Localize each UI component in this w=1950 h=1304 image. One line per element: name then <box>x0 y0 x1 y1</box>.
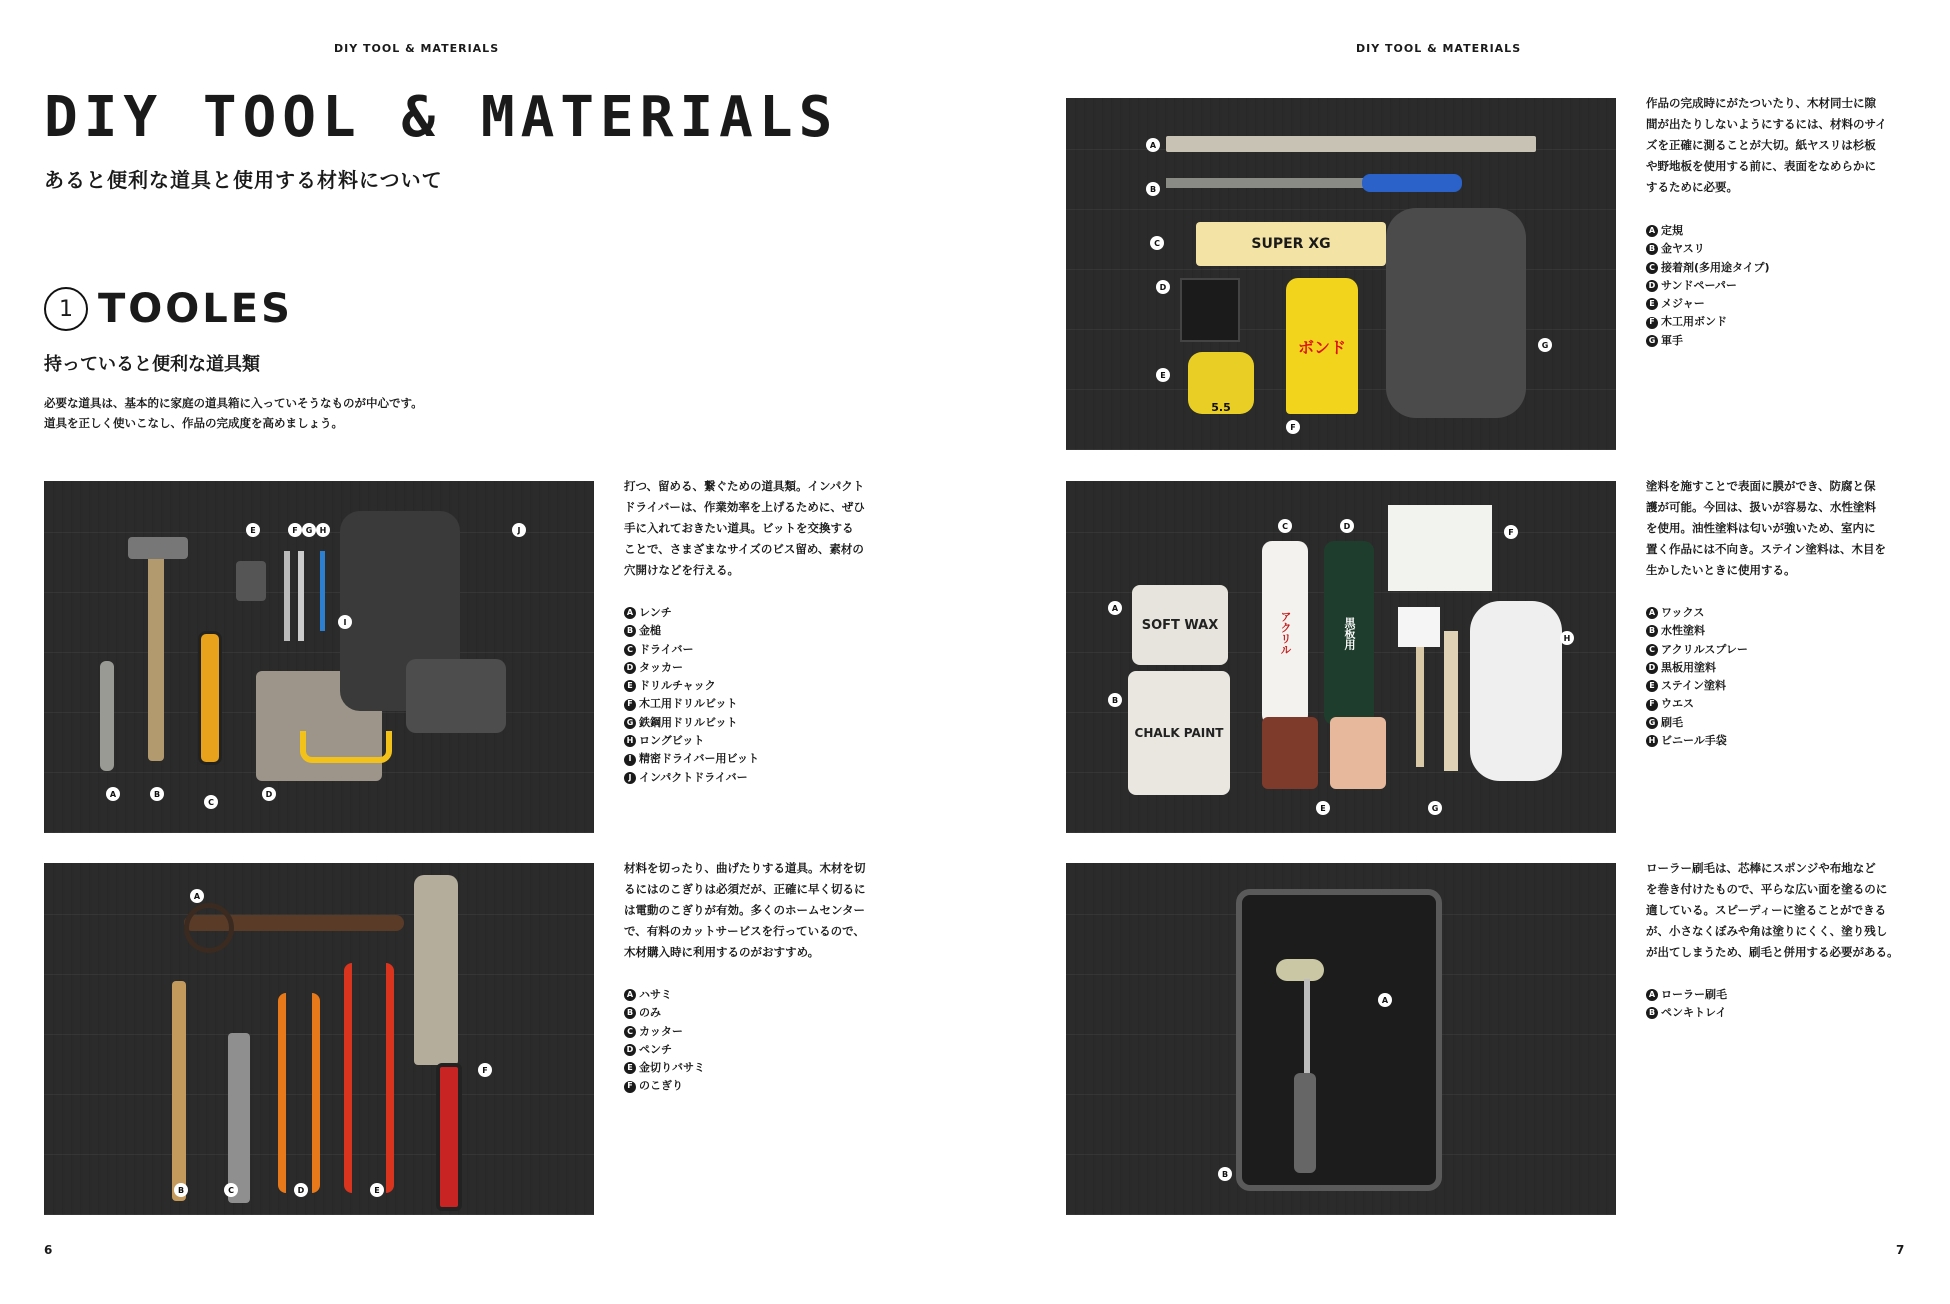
list-item: F ウエス <box>1646 695 1748 713</box>
list-item: I 精密ドライバー用ビット <box>624 750 759 768</box>
photo-tag: A <box>1146 138 1160 152</box>
list-item: D タッカー <box>624 659 759 677</box>
desc-line: や野地板を使用する前に、表面をなめらかに <box>1646 159 1876 173</box>
list-item: C ドライバー <box>624 641 759 659</box>
photo-tag: F <box>478 1063 492 1077</box>
photo-tag: F <box>1504 525 1518 539</box>
wood-bond-shape: ボンド <box>1286 278 1358 414</box>
right-block3-description <box>1646 858 1916 963</box>
photo-tag: G <box>302 523 316 537</box>
list-item: H ロングビット <box>624 732 759 750</box>
desc-line: が、小さなくぼみや角は塗りにくく、塗り残し <box>1646 924 1888 938</box>
list-item: B 金ヤスリ <box>1646 240 1770 258</box>
cutting-tools-photo <box>44 863 594 1215</box>
page-number-right: 7 <box>1896 1243 1905 1257</box>
desc-line: するために必要。 <box>1646 180 1738 194</box>
desc-line: ローラー刷毛は、芯棒にスポンジや布地など <box>1646 861 1876 875</box>
drill-chuck-shape <box>236 561 266 601</box>
tape-measure-shape: 5.5 <box>1188 352 1254 414</box>
photo-tag: C <box>1150 236 1164 250</box>
running-head-right: DIY TOOL & MATERIALS <box>1356 42 1522 55</box>
section-number: 1 <box>44 287 88 331</box>
roller-head-shape <box>1276 959 1324 981</box>
photo-tag: B <box>1108 693 1122 707</box>
desc-line: で、有料のカットサービスを行っているので、 <box>624 924 865 938</box>
small-brush-shape <box>1444 631 1458 771</box>
desc-line: 手に入れておきたい道具。ビットを交換する <box>624 521 854 535</box>
list-item: F 木工用ボンド <box>1646 313 1770 331</box>
sandpaper-shape <box>1180 278 1240 342</box>
wax-can-shape: SOFT WAX <box>1132 585 1228 665</box>
desc-line: 護が可能。今回は、扱いが容易な、水性塗料 <box>1646 500 1876 514</box>
brush-shape <box>1398 607 1440 647</box>
file-handle-shape <box>1362 174 1462 192</box>
desc-line: 穴開けなどを行える。 <box>624 563 739 577</box>
drill-bit-shape <box>284 551 290 641</box>
desc-line: が出てしまうため、刷毛と併用する必要がある。 <box>1646 945 1899 959</box>
vinyl-gloves-shape <box>1470 601 1562 781</box>
photo-tag: D <box>262 787 276 801</box>
roller-tray-photo <box>1066 863 1616 1215</box>
photo-tag: C <box>204 795 218 809</box>
photo-tag: C <box>1278 519 1292 533</box>
rag-shape <box>1388 505 1492 591</box>
acrylic-spray-shape: アクリル <box>1262 541 1308 725</box>
photo-tag: F <box>288 523 302 537</box>
list-item: B のみ <box>624 1004 705 1022</box>
page-number-left: 6 <box>44 1243 53 1257</box>
chisel-shape <box>172 981 186 1201</box>
block2-description <box>624 858 894 963</box>
paint-materials-photo <box>1066 481 1616 833</box>
ruler-shape <box>1166 136 1536 152</box>
page-subtitle: あると便利な道具と使用する材料について <box>44 168 443 192</box>
photo-tag: E <box>246 523 260 537</box>
photo-tag: B <box>150 787 164 801</box>
photo-tag: D <box>294 1183 308 1197</box>
list-item: A ローラー刷毛 <box>1646 986 1727 1004</box>
photo-tag: B <box>1218 1167 1232 1181</box>
list-item: C 接着剤(多用途タイプ) <box>1646 259 1770 277</box>
photo-tag: C <box>224 1183 238 1197</box>
tacker-handle-shape <box>300 731 392 763</box>
pliers-shape <box>278 993 320 1193</box>
desc-line: 置く作品には不向き。ステイン塗料は、木目を <box>1646 542 1887 556</box>
list-item: J インパクトドライバー <box>624 769 759 787</box>
desc-line: を巻き付けたもので、平らな広い面を塗るのに <box>1646 882 1888 896</box>
intro-line: 必要な道具は、基本的に家庭の道具箱に入っていそうなものが中心です。 <box>44 396 423 410</box>
running-head-left: DIY TOOL & MATERIALS <box>334 42 500 55</box>
glue-tube-shape: SUPER XG <box>1196 222 1386 266</box>
photo-tag: D <box>1340 519 1354 533</box>
section-title: TOOLES <box>98 286 293 332</box>
list-item: F のこぎり <box>624 1077 705 1095</box>
chalk-paint-can-shape: CHALK PAINT <box>1128 671 1230 795</box>
photo-tag: G <box>1538 338 1552 352</box>
list-item: G 刷毛 <box>1646 714 1748 732</box>
photo-tag: A <box>1378 993 1392 1007</box>
intro-line: 道具を正しく使いこなし、作品の完成度を高めましょう。 <box>44 416 343 430</box>
photo-tag: B <box>174 1183 188 1197</box>
desc-line: 打つ、留める、繋ぐための道具類。インパクト <box>624 479 865 493</box>
photo-tag: E <box>370 1183 384 1197</box>
photo-tag: F <box>1286 420 1300 434</box>
list-item: B 金槌 <box>624 622 759 640</box>
photo-tag: H <box>316 523 330 537</box>
photo-tag: B <box>1146 182 1160 196</box>
gloves-shape <box>1386 208 1526 418</box>
right-block1-description <box>1646 93 1916 198</box>
scissors-handle-shape <box>184 903 234 953</box>
brush-handle-shape <box>1416 647 1424 767</box>
photo-tag: A <box>190 889 204 903</box>
list-item: E メジャー <box>1646 295 1770 313</box>
photo-tag: A <box>1108 601 1122 615</box>
list-item: D 黒板用塗料 <box>1646 659 1748 677</box>
wrench-shape <box>100 661 114 771</box>
roller-frame-shape <box>1304 979 1310 1079</box>
list-item: A ワックス <box>1646 604 1748 622</box>
page-title: DIY TOOL & MATERIALS <box>44 85 839 150</box>
list-item: F 木工用ドリルビット <box>624 695 759 713</box>
photo-tag: I <box>338 615 352 629</box>
saw-handle-shape <box>436 1063 462 1211</box>
desc-line: るにはのこぎりは必須だが、正確に早く切るに <box>624 882 866 896</box>
tools-photo <box>44 481 594 833</box>
right-block2-description <box>1646 476 1916 581</box>
list-item: E 金切りバサミ <box>624 1059 705 1077</box>
list-item: D ペンチ <box>624 1041 705 1059</box>
block1-description <box>624 476 894 581</box>
section-intro <box>44 393 584 433</box>
section-heading <box>44 286 293 332</box>
desc-line: ことで、さまざまなサイズのビス留め、素材の <box>624 542 864 556</box>
hammer-handle-shape <box>148 541 164 761</box>
list-item: E ドリルチャック <box>624 677 759 695</box>
list-item: C カッター <box>624 1023 705 1041</box>
photo-tag: H <box>1560 631 1574 645</box>
desc-line: ドライバーは、作業効率を上げるために、ぜひ <box>624 500 865 514</box>
list-item: B 水性塗料 <box>1646 622 1748 640</box>
right-block1-item-list <box>1646 222 1770 350</box>
list-item: E ステイン塗料 <box>1646 677 1748 695</box>
tin-snips-shape <box>344 963 394 1193</box>
cutter-shape <box>228 1033 250 1203</box>
long-bit-shape <box>320 551 325 631</box>
drill-bit-shape <box>298 551 304 641</box>
list-item: A 定規 <box>1646 222 1770 240</box>
desc-line: 適している。スピーディーに塗ることができる <box>1646 903 1887 917</box>
desc-line: 木材購入時に利用するのがおすすめ。 <box>624 945 820 959</box>
desc-line: を使用。油性塗料は匂いが強いため、室内に <box>1646 521 1876 535</box>
right-block3-item-list <box>1646 986 1727 1023</box>
block2-item-list <box>624 986 705 1096</box>
right-block2-item-list <box>1646 604 1748 750</box>
measuring-tools-photo <box>1066 98 1616 450</box>
photo-tag: E <box>1156 368 1170 382</box>
list-item: A ハサミ <box>624 986 705 1004</box>
battery-shape <box>406 659 506 733</box>
photo-tag: D <box>1156 280 1170 294</box>
list-item: G 鉄鋼用ドリルビット <box>624 714 759 732</box>
saw-blade-shape <box>414 875 458 1065</box>
desc-line: 生かしたいときに使用する。 <box>1646 563 1796 577</box>
list-item: D サンドペーパー <box>1646 277 1770 295</box>
roller-handle-shape <box>1294 1073 1316 1173</box>
paint-tray-shape <box>1236 889 1442 1191</box>
desc-line: 材料を切ったり、曲げたりする道具。木材を切 <box>624 861 866 875</box>
stain-can-shape <box>1330 717 1386 789</box>
screwdriver-shape <box>198 631 222 765</box>
desc-line: 間が出たりしないようにするには、材料のサイ <box>1646 117 1887 131</box>
list-item: C アクリルスプレー <box>1646 641 1748 659</box>
desc-line: 塗料を施すことで表面に膜ができ、防腐と保 <box>1646 479 1876 493</box>
list-item: B ペンキトレイ <box>1646 1004 1727 1022</box>
block1-item-list <box>624 604 759 787</box>
section-subtitle: 持っていると便利な道具類 <box>44 354 260 375</box>
photo-tag: A <box>106 787 120 801</box>
blackboard-spray-shape: 黒板用 <box>1324 541 1374 725</box>
desc-line: ズを正確に測ることが大切。紙ヤスリは杉板 <box>1646 138 1876 152</box>
photo-tag: G <box>1428 801 1442 815</box>
stain-can-shape <box>1262 717 1318 789</box>
desc-line: 作品の完成時にがたついたり、木材同士に隙 <box>1646 96 1876 110</box>
list-item: H ビニール手袋 <box>1646 732 1748 750</box>
desc-line: は電動のこぎりが有効。多くのホームセンター <box>624 903 866 917</box>
file-shape <box>1166 178 1366 188</box>
list-item: G 軍手 <box>1646 332 1770 350</box>
photo-tag: E <box>1316 801 1330 815</box>
photo-tag: J <box>512 523 526 537</box>
list-item: A レンチ <box>624 604 759 622</box>
hammer-head-shape <box>128 537 188 559</box>
